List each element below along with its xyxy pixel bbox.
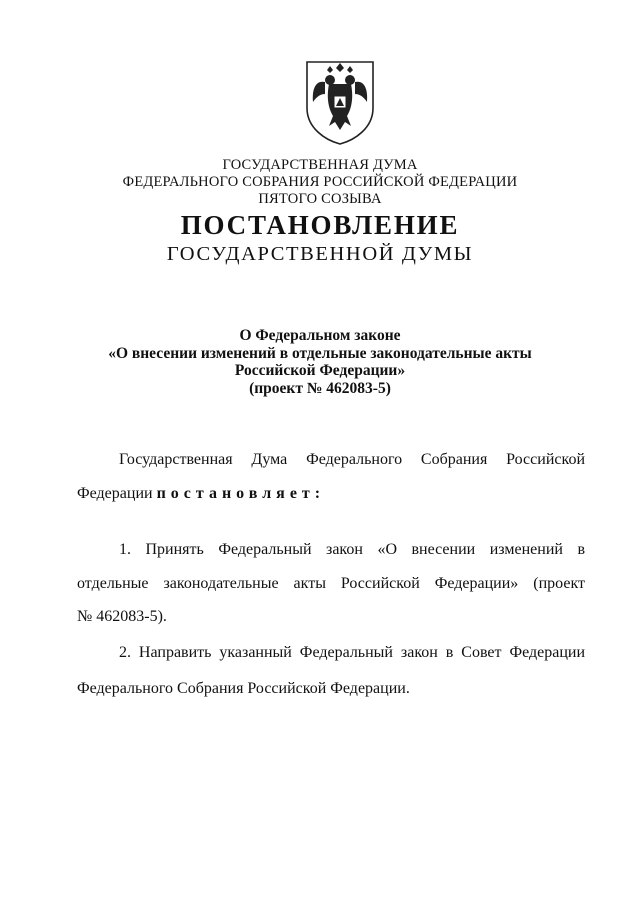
item-1-line-1: 1. Принять Федеральный закон «О внесении изменений в bbox=[119, 541, 585, 558]
subject-line-3: Российской Федерации» bbox=[234, 362, 406, 379]
item-1-line-2: отдельные законодательные акты Российской Федерации» (проект bbox=[77, 575, 585, 592]
header-line-2: ФЕДЕРАЛЬНОГО СОБРАНИЯ РОССИЙСКОЙ ФЕДЕРАЦИИ bbox=[122, 174, 518, 190]
resolves-word: постановляет: bbox=[156, 485, 326, 502]
intro-line-1: Государственная Дума Федерального Собрания Российской bbox=[119, 451, 585, 468]
russian-coat-of-arms-icon bbox=[303, 60, 377, 146]
subject-line-2: «О внесении изменений в отдельные законодательные акты bbox=[108, 345, 532, 362]
header-line-3: ПЯТОГО СОЗЫВА bbox=[258, 191, 382, 207]
item-1-line-3: № 462083-5). bbox=[77, 608, 167, 625]
document-title: ПОСТАНОВЛЕНИЕ bbox=[180, 210, 460, 240]
intro-line-2 bbox=[77, 485, 585, 503]
header-line-1: ГОСУДАРСТВЕННАЯ ДУМА bbox=[222, 157, 418, 173]
document-subtitle: ГОСУДАРСТВЕННОЙ ДУМЫ bbox=[166, 243, 474, 265]
item-2-line-2: Федерального Собрания Российской Федерации. bbox=[77, 680, 410, 697]
item-2-line-1: 2. Направить указанный Федеральный закон в Совет Федерации bbox=[119, 644, 585, 661]
subject-line-1: О Федеральном законе bbox=[239, 327, 401, 344]
intro-line-2-prefix: Федерации bbox=[77, 485, 153, 502]
subject-line-4: (проект № 462083-5) bbox=[249, 380, 391, 397]
